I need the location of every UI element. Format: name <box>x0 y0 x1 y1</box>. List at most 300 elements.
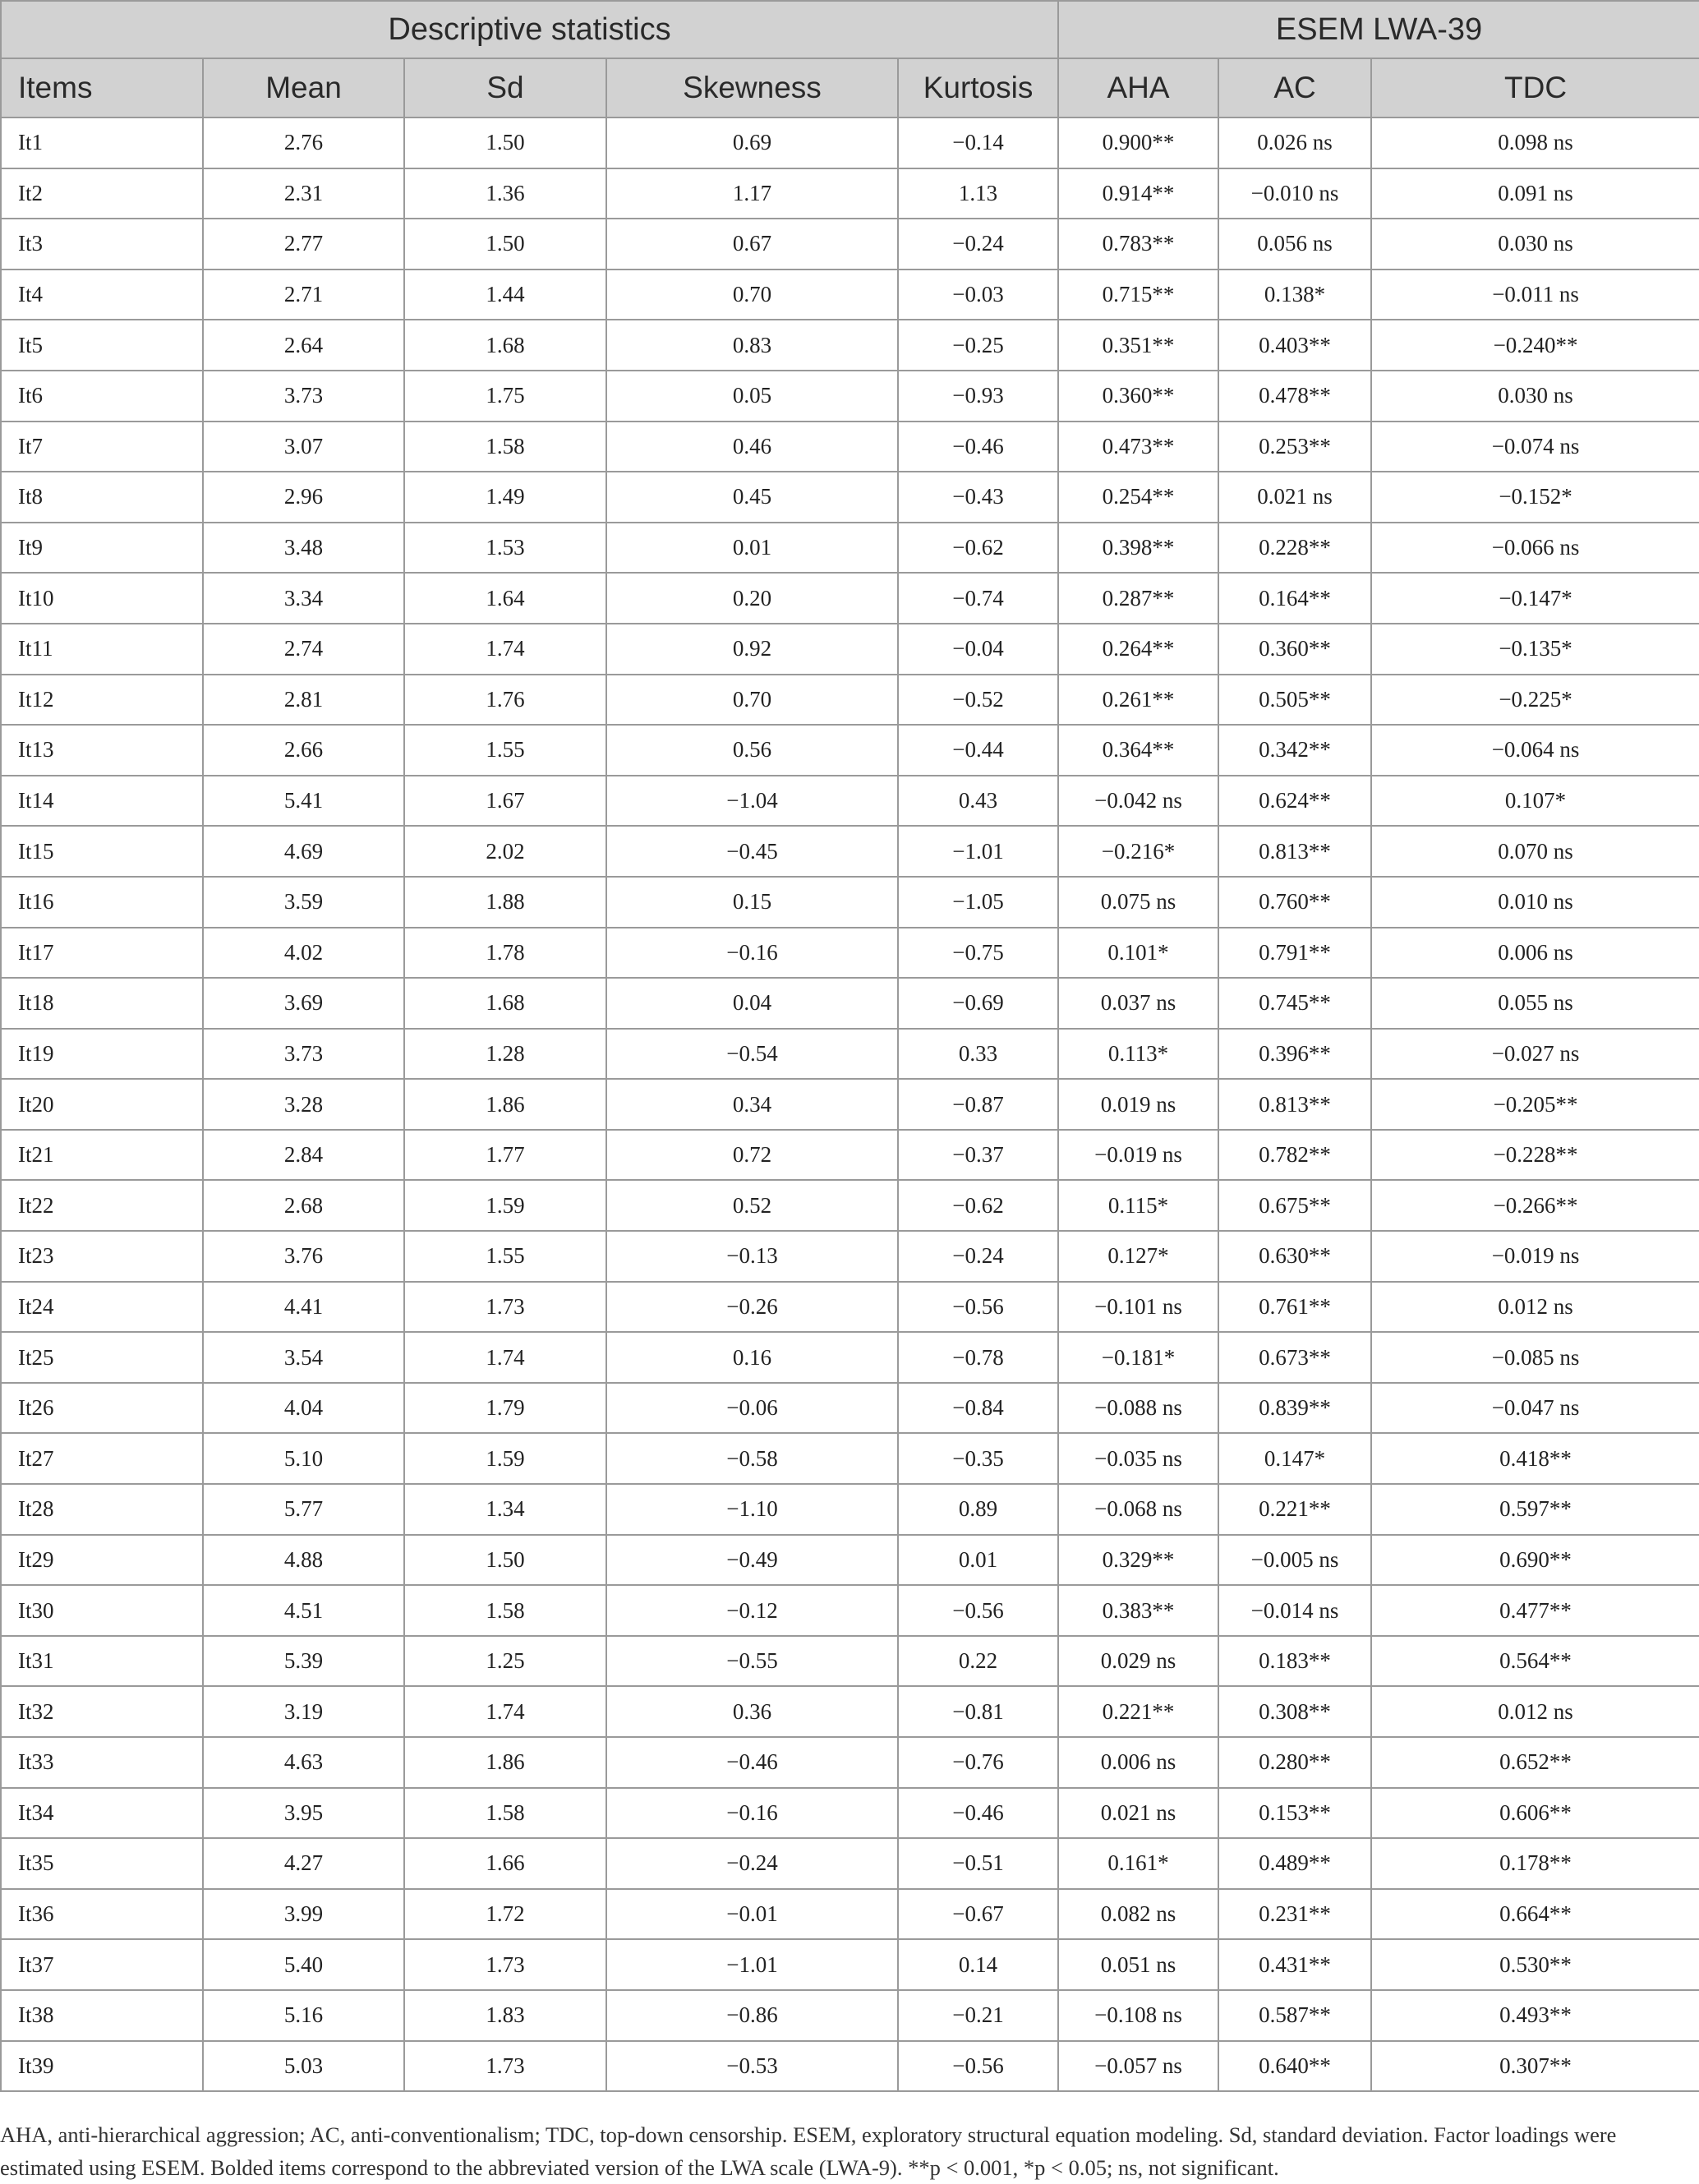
column-header-tdc: TDC <box>1371 58 1699 117</box>
cell-mean: 5.16 <box>203 1990 404 2041</box>
column-header-ac: AC <box>1218 58 1371 117</box>
cell-kurtosis: −0.69 <box>898 978 1058 1029</box>
cell-aha: −0.019 ns <box>1058 1130 1218 1181</box>
cell-mean: 2.71 <box>203 270 404 320</box>
table-row <box>1 1686 1699 1737</box>
table-body <box>1 117 1699 2091</box>
cell-ac: 0.745** <box>1218 978 1371 1029</box>
cell-tdc: −0.228** <box>1371 1130 1699 1181</box>
cell-aha: 0.082 ns <box>1058 1889 1218 1940</box>
cell-aha: 0.161* <box>1058 1838 1218 1889</box>
cell-kurtosis: −0.04 <box>898 624 1058 675</box>
cell-mean: 2.64 <box>203 320 404 371</box>
cell-sd: 1.55 <box>404 725 606 776</box>
cell-tdc: −0.240** <box>1371 320 1699 371</box>
cell-item: It16 <box>1 877 203 928</box>
cell-skewness: −0.01 <box>606 1889 898 1940</box>
cell-ac: 0.403** <box>1218 320 1371 371</box>
cell-kurtosis: −0.43 <box>898 472 1058 523</box>
table-row <box>1 219 1699 270</box>
cell-skewness: 1.17 <box>606 168 898 219</box>
cell-skewness: 0.16 <box>606 1332 898 1383</box>
cell-item: It18 <box>1 978 203 1029</box>
cell-mean: 5.41 <box>203 776 404 827</box>
cell-aha: 0.398** <box>1058 523 1218 574</box>
cell-tdc: 0.030 ns <box>1371 371 1699 422</box>
cell-skewness: −1.10 <box>606 1484 898 1535</box>
cell-mean: 5.40 <box>203 1939 404 1990</box>
group-header-esem: ESEM LWA-39 <box>1058 1 1699 58</box>
cell-item: It6 <box>1 371 203 422</box>
cell-skewness: 0.72 <box>606 1130 898 1181</box>
column-header-sd: Sd <box>404 58 606 117</box>
cell-tdc: 0.530** <box>1371 1939 1699 1990</box>
cell-item: It33 <box>1 1737 203 1788</box>
cell-ac: 0.489** <box>1218 1838 1371 1889</box>
cell-item: It31 <box>1 1636 203 1687</box>
cell-item: It37 <box>1 1939 203 1990</box>
cell-aha: 0.075 ns <box>1058 877 1218 928</box>
column-header-row <box>1 58 1699 117</box>
table-row <box>1 1231 1699 1282</box>
cell-kurtosis: −0.56 <box>898 2041 1058 2092</box>
cell-sd: 1.59 <box>404 1180 606 1231</box>
cell-sd: 1.88 <box>404 877 606 928</box>
table-row <box>1 523 1699 574</box>
cell-kurtosis: 0.89 <box>898 1484 1058 1535</box>
cell-item: It22 <box>1 1180 203 1231</box>
cell-sd: 1.76 <box>404 675 606 726</box>
cell-sd: 1.50 <box>404 117 606 168</box>
cell-tdc: 0.493** <box>1371 1990 1699 2041</box>
cell-skewness: −0.86 <box>606 1990 898 2041</box>
cell-kurtosis: −0.74 <box>898 573 1058 624</box>
cell-item: It24 <box>1 1282 203 1333</box>
cell-ac: 0.640** <box>1218 2041 1371 2092</box>
column-header-mean: Mean <box>203 58 404 117</box>
cell-skewness: −0.45 <box>606 826 898 877</box>
cell-mean: 2.84 <box>203 1130 404 1181</box>
cell-kurtosis: −0.56 <box>898 1585 1058 1636</box>
cell-kurtosis: 0.22 <box>898 1636 1058 1687</box>
cell-sd: 1.74 <box>404 1686 606 1737</box>
cell-sd: 1.55 <box>404 1231 606 1282</box>
cell-mean: 5.10 <box>203 1433 404 1484</box>
cell-kurtosis: −0.84 <box>898 1383 1058 1434</box>
cell-item: It28 <box>1 1484 203 1535</box>
cell-mean: 4.51 <box>203 1585 404 1636</box>
cell-tdc: −0.027 ns <box>1371 1029 1699 1080</box>
cell-sd: 1.68 <box>404 320 606 371</box>
cell-mean: 4.69 <box>203 826 404 877</box>
cell-kurtosis: −0.62 <box>898 523 1058 574</box>
cell-ac: 0.760** <box>1218 877 1371 928</box>
cell-kurtosis: −0.78 <box>898 1332 1058 1383</box>
table-row <box>1 1282 1699 1333</box>
cell-aha: 0.221** <box>1058 1686 1218 1737</box>
cell-kurtosis: −0.14 <box>898 117 1058 168</box>
cell-ac: 0.587** <box>1218 1990 1371 2041</box>
cell-tdc: −0.152* <box>1371 472 1699 523</box>
cell-ac: 0.164** <box>1218 573 1371 624</box>
cell-tdc: −0.147* <box>1371 573 1699 624</box>
cell-skewness: 0.70 <box>606 270 898 320</box>
cell-kurtosis: −0.62 <box>898 1180 1058 1231</box>
cell-tdc: −0.074 ns <box>1371 422 1699 472</box>
cell-tdc: −0.225* <box>1371 675 1699 726</box>
table-row <box>1 1990 1699 2041</box>
cell-item: It14 <box>1 776 203 827</box>
column-header-items: Items <box>1 58 203 117</box>
cell-mean: 3.34 <box>203 573 404 624</box>
cell-aha: 0.329** <box>1058 1535 1218 1586</box>
cell-tdc: 0.070 ns <box>1371 826 1699 877</box>
cell-kurtosis: −0.25 <box>898 320 1058 371</box>
cell-tdc: 0.012 ns <box>1371 1282 1699 1333</box>
cell-mean: 2.96 <box>203 472 404 523</box>
cell-aha: 0.287** <box>1058 573 1218 624</box>
cell-skewness: −0.54 <box>606 1029 898 1080</box>
cell-skewness: −1.04 <box>606 776 898 827</box>
cell-ac: 0.253** <box>1218 422 1371 472</box>
cell-ac: 0.673** <box>1218 1332 1371 1383</box>
cell-aha: 0.037 ns <box>1058 978 1218 1029</box>
cell-aha: 0.473** <box>1058 422 1218 472</box>
cell-ac: 0.342** <box>1218 725 1371 776</box>
table-row <box>1 928 1699 979</box>
cell-tdc: −0.085 ns <box>1371 1332 1699 1383</box>
cell-kurtosis: −0.24 <box>898 1231 1058 1282</box>
table-row <box>1 472 1699 523</box>
cell-ac: 0.839** <box>1218 1383 1371 1434</box>
cell-kurtosis: −0.81 <box>898 1686 1058 1737</box>
cell-ac: 0.056 ns <box>1218 219 1371 270</box>
cell-item: It34 <box>1 1788 203 1839</box>
cell-aha: 0.029 ns <box>1058 1636 1218 1687</box>
cell-skewness: −0.53 <box>606 2041 898 2092</box>
cell-tdc: 0.606** <box>1371 1788 1699 1839</box>
cell-tdc: 0.091 ns <box>1371 168 1699 219</box>
cell-mean: 5.39 <box>203 1636 404 1687</box>
cell-sd: 1.73 <box>404 1939 606 1990</box>
table-row <box>1 1737 1699 1788</box>
cell-mean: 3.73 <box>203 1029 404 1080</box>
cell-mean: 2.81 <box>203 675 404 726</box>
cell-skewness: 0.45 <box>606 472 898 523</box>
cell-aha: 0.351** <box>1058 320 1218 371</box>
cell-mean: 4.27 <box>203 1838 404 1889</box>
cell-skewness: −0.26 <box>606 1282 898 1333</box>
cell-mean: 3.48 <box>203 523 404 574</box>
cell-skewness: −0.24 <box>606 1838 898 1889</box>
cell-ac: 0.228** <box>1218 523 1371 574</box>
cell-skewness: −0.49 <box>606 1535 898 1586</box>
cell-aha: 0.021 ns <box>1058 1788 1218 1839</box>
table-row <box>1 877 1699 928</box>
cell-sd: 1.78 <box>404 928 606 979</box>
cell-mean: 4.02 <box>203 928 404 979</box>
cell-item: It26 <box>1 1383 203 1434</box>
cell-sd: 1.72 <box>404 1889 606 1940</box>
cell-aha: 0.051 ns <box>1058 1939 1218 1990</box>
cell-skewness: 0.83 <box>606 320 898 371</box>
cell-ac: 0.782** <box>1218 1130 1371 1181</box>
cell-ac: 0.021 ns <box>1218 472 1371 523</box>
table-row <box>1 776 1699 827</box>
cell-tdc: 0.564** <box>1371 1636 1699 1687</box>
cell-sd: 1.64 <box>404 573 606 624</box>
cell-ac: 0.396** <box>1218 1029 1371 1080</box>
cell-skewness: −0.13 <box>606 1231 898 1282</box>
cell-sd: 1.66 <box>404 1838 606 1889</box>
cell-sd: 1.58 <box>404 422 606 472</box>
cell-ac: 0.221** <box>1218 1484 1371 1535</box>
table-row <box>1 1636 1699 1687</box>
cell-item: It20 <box>1 1079 203 1130</box>
cell-mean: 4.04 <box>203 1383 404 1434</box>
group-header-descriptive: Descriptive statistics <box>1 1 1058 58</box>
cell-tdc: 0.690** <box>1371 1535 1699 1586</box>
table-row <box>1 422 1699 472</box>
cell-tdc: 0.597** <box>1371 1484 1699 1535</box>
cell-item: It32 <box>1 1686 203 1737</box>
cell-mean: 2.66 <box>203 725 404 776</box>
cell-tdc: 0.178** <box>1371 1838 1699 1889</box>
cell-mean: 3.73 <box>203 371 404 422</box>
table-row <box>1 1180 1699 1231</box>
cell-skewness: 0.46 <box>606 422 898 472</box>
cell-kurtosis: −0.87 <box>898 1079 1058 1130</box>
cell-aha: 0.101* <box>1058 928 1218 979</box>
cell-sd: 1.34 <box>404 1484 606 1535</box>
cell-item: It7 <box>1 422 203 472</box>
cell-kurtosis: −0.51 <box>898 1838 1058 1889</box>
cell-tdc: 0.652** <box>1371 1737 1699 1788</box>
cell-skewness: 0.34 <box>606 1079 898 1130</box>
cell-sd: 1.49 <box>404 472 606 523</box>
cell-kurtosis: −0.37 <box>898 1130 1058 1181</box>
cell-ac: 0.147* <box>1218 1433 1371 1484</box>
cell-item: It15 <box>1 826 203 877</box>
cell-sd: 1.58 <box>404 1788 606 1839</box>
cell-skewness: −0.58 <box>606 1433 898 1484</box>
cell-sd: 1.25 <box>404 1636 606 1687</box>
cell-sd: 1.53 <box>404 523 606 574</box>
cell-kurtosis: −0.46 <box>898 422 1058 472</box>
cell-ac: 0.813** <box>1218 826 1371 877</box>
cell-kurtosis: 0.33 <box>898 1029 1058 1080</box>
cell-mean: 4.88 <box>203 1535 404 1586</box>
cell-aha: 0.360** <box>1058 371 1218 422</box>
cell-mean: 3.19 <box>203 1686 404 1737</box>
cell-sd: 1.74 <box>404 624 606 675</box>
cell-ac: −0.014 ns <box>1218 1585 1371 1636</box>
cell-skewness: 0.69 <box>606 117 898 168</box>
cell-tdc: −0.205** <box>1371 1079 1699 1130</box>
cell-item: It5 <box>1 320 203 371</box>
cell-mean: 3.69 <box>203 978 404 1029</box>
cell-mean: 3.28 <box>203 1079 404 1130</box>
cell-item: It29 <box>1 1535 203 1586</box>
cell-mean: 2.76 <box>203 117 404 168</box>
table-row <box>1 1889 1699 1940</box>
cell-sd: 1.74 <box>404 1332 606 1383</box>
cell-mean: 3.99 <box>203 1889 404 1940</box>
table-row <box>1 320 1699 371</box>
cell-item: It39 <box>1 2041 203 2092</box>
cell-tdc: −0.064 ns <box>1371 725 1699 776</box>
cell-aha: 0.261** <box>1058 675 1218 726</box>
cell-sd: 1.44 <box>404 270 606 320</box>
cell-sd: 1.77 <box>404 1130 606 1181</box>
cell-aha: 0.113* <box>1058 1029 1218 1080</box>
cell-item: It19 <box>1 1029 203 1080</box>
cell-sd: 1.68 <box>404 978 606 1029</box>
cell-skewness: 0.92 <box>606 624 898 675</box>
cell-ac: 0.675** <box>1218 1180 1371 1231</box>
cell-kurtosis: 0.14 <box>898 1939 1058 1990</box>
cell-sd: 1.73 <box>404 2041 606 2092</box>
cell-item: It23 <box>1 1231 203 1282</box>
cell-tdc: 0.107* <box>1371 776 1699 827</box>
footnote-line-2: estimated using ESEM. Bolded items correspond to the abbreviated version of the LWA scale (LWA-9). **p < 0.001, *p < 0.05; ns, not significant. <box>0 2155 1279 2180</box>
cell-kurtosis: −0.75 <box>898 928 1058 979</box>
cell-aha: 0.715** <box>1058 270 1218 320</box>
table-row <box>1 1535 1699 1586</box>
cell-sd: 1.50 <box>404 219 606 270</box>
cell-sd: 1.73 <box>404 1282 606 1333</box>
cell-aha: −0.216* <box>1058 826 1218 877</box>
cell-aha: −0.101 ns <box>1058 1282 1218 1333</box>
cell-tdc: −0.066 ns <box>1371 523 1699 574</box>
cell-item: It1 <box>1 117 203 168</box>
cell-sd: 1.58 <box>404 1585 606 1636</box>
cell-tdc: 0.006 ns <box>1371 928 1699 979</box>
cell-item: It11 <box>1 624 203 675</box>
cell-ac: 0.761** <box>1218 1282 1371 1333</box>
table-row <box>1 371 1699 422</box>
cell-mean: 2.74 <box>203 624 404 675</box>
cell-tdc: −0.011 ns <box>1371 270 1699 320</box>
cell-aha: 0.383** <box>1058 1585 1218 1636</box>
cell-tdc: 0.055 ns <box>1371 978 1699 1029</box>
column-header-skewness: Skewness <box>606 58 898 117</box>
cell-mean: 4.41 <box>203 1282 404 1333</box>
cell-tdc: 0.012 ns <box>1371 1686 1699 1737</box>
cell-ac: 0.026 ns <box>1218 117 1371 168</box>
cell-kurtosis: 0.01 <box>898 1535 1058 1586</box>
cell-kurtosis: −0.93 <box>898 371 1058 422</box>
cell-aha: 0.914** <box>1058 168 1218 219</box>
cell-kurtosis: −0.44 <box>898 725 1058 776</box>
cell-mean: 3.54 <box>203 1332 404 1383</box>
cell-sd: 1.59 <box>404 1433 606 1484</box>
cell-sd: 1.86 <box>404 1737 606 1788</box>
cell-item: It12 <box>1 675 203 726</box>
cell-skewness: −0.16 <box>606 1788 898 1839</box>
table-row <box>1 826 1699 877</box>
cell-kurtosis: −0.21 <box>898 1990 1058 2041</box>
cell-skewness: −0.55 <box>606 1636 898 1687</box>
cell-skewness: 0.67 <box>606 219 898 270</box>
table-row <box>1 725 1699 776</box>
cell-aha: −0.068 ns <box>1058 1484 1218 1535</box>
table-row <box>1 1029 1699 1080</box>
cell-item: It36 <box>1 1889 203 1940</box>
cell-ac: 0.153** <box>1218 1788 1371 1839</box>
table-row <box>1 1484 1699 1535</box>
table-row <box>1 1383 1699 1434</box>
cell-mean: 4.63 <box>203 1737 404 1788</box>
cell-aha: −0.057 ns <box>1058 2041 1218 2092</box>
cell-skewness: 0.36 <box>606 1686 898 1737</box>
cell-aha: −0.035 ns <box>1058 1433 1218 1484</box>
cell-skewness: 0.52 <box>606 1180 898 1231</box>
cell-kurtosis: −1.01 <box>898 826 1058 877</box>
cell-aha: 0.900** <box>1058 117 1218 168</box>
table-row <box>1 624 1699 675</box>
group-header-row <box>1 1 1699 58</box>
cell-skewness: −0.16 <box>606 928 898 979</box>
column-header-kurtosis: Kurtosis <box>898 58 1058 117</box>
cell-aha: −0.181* <box>1058 1332 1218 1383</box>
cell-aha: 0.127* <box>1058 1231 1218 1282</box>
cell-ac: 0.231** <box>1218 1889 1371 1940</box>
footnote-line-1: AHA, anti-hierarchical aggression; AC, anti-conventionalism; TDC, top-down censorship. ESEM, exploratory structural equation modeling. Sd, standard deviation. Factor loadings were <box>0 2122 1617 2147</box>
cell-kurtosis: 1.13 <box>898 168 1058 219</box>
column-header-aha: AHA <box>1058 58 1218 117</box>
cell-ac: −0.005 ns <box>1218 1535 1371 1586</box>
cell-mean: 5.03 <box>203 2041 404 2092</box>
cell-sd: 2.02 <box>404 826 606 877</box>
cell-skewness: −0.06 <box>606 1383 898 1434</box>
cell-skewness: 0.01 <box>606 523 898 574</box>
cell-ac: 0.360** <box>1218 624 1371 675</box>
cell-item: It9 <box>1 523 203 574</box>
cell-ac: −0.010 ns <box>1218 168 1371 219</box>
cell-tdc: 0.418** <box>1371 1433 1699 1484</box>
cell-aha: −0.108 ns <box>1058 1990 1218 2041</box>
cell-tdc: 0.030 ns <box>1371 219 1699 270</box>
cell-ac: 0.624** <box>1218 776 1371 827</box>
cell-mean: 3.07 <box>203 422 404 472</box>
cell-tdc: −0.135* <box>1371 624 1699 675</box>
cell-kurtosis: −0.56 <box>898 1282 1058 1333</box>
table-row <box>1 1788 1699 1839</box>
cell-skewness: 0.04 <box>606 978 898 1029</box>
cell-kurtosis: −1.05 <box>898 877 1058 928</box>
cell-mean: 3.59 <box>203 877 404 928</box>
cell-tdc: 0.664** <box>1371 1889 1699 1940</box>
cell-ac: 0.308** <box>1218 1686 1371 1737</box>
table-row <box>1 1332 1699 1383</box>
table-row <box>1 573 1699 624</box>
cell-skewness: 0.15 <box>606 877 898 928</box>
cell-item: It21 <box>1 1130 203 1181</box>
cell-kurtosis: −0.76 <box>898 1737 1058 1788</box>
table-row <box>1 2041 1699 2092</box>
cell-tdc: 0.477** <box>1371 1585 1699 1636</box>
cell-mean: 2.31 <box>203 168 404 219</box>
cell-aha: 0.115* <box>1058 1180 1218 1231</box>
table-row <box>1 1079 1699 1130</box>
cell-aha: −0.088 ns <box>1058 1383 1218 1434</box>
table-row <box>1 168 1699 219</box>
cell-kurtosis: −0.24 <box>898 219 1058 270</box>
table-row <box>1 117 1699 168</box>
cell-aha: 0.254** <box>1058 472 1218 523</box>
cell-tdc: 0.098 ns <box>1371 117 1699 168</box>
